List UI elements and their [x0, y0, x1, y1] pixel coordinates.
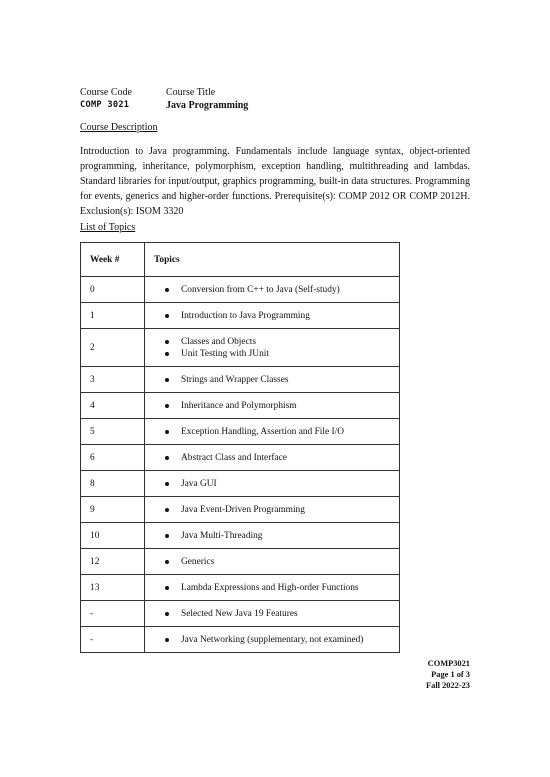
topics-table: [80, 242, 400, 653]
week-cell: 13: [81, 575, 145, 601]
topic-list: [154, 284, 399, 296]
topic-list: [154, 608, 399, 620]
week-cell: 1: [81, 303, 145, 329]
week-column-header: Week #: [81, 243, 145, 277]
topics-cell: [145, 367, 400, 393]
topic-list: [154, 556, 399, 568]
topic-item: Selected New Java 19 Features: [154, 608, 399, 620]
topics-cell: [145, 303, 400, 329]
topics-cell: [145, 549, 400, 575]
table-row: [81, 471, 400, 497]
table-row: [81, 329, 400, 367]
week-cell: 12: [81, 549, 145, 575]
topic-item: Inheritance and Polymorphism: [154, 400, 399, 412]
page-footer: [426, 658, 470, 691]
topic-item: Unit Testing with JUnit: [154, 348, 399, 360]
topic-item: Exception Handling, Assertion and File I/O: [154, 426, 399, 438]
topic-list: [154, 582, 399, 594]
topics-cell: [145, 601, 400, 627]
table-row: [81, 303, 400, 329]
topic-list: [154, 400, 399, 412]
week-cell: 10: [81, 523, 145, 549]
table-row: [81, 627, 400, 653]
week-cell: 4: [81, 393, 145, 419]
week-cell: 3: [81, 367, 145, 393]
table-row: [81, 497, 400, 523]
table-row: [81, 445, 400, 471]
topic-list: [154, 530, 399, 542]
topic-list: [154, 504, 399, 516]
course-description: Introduction to Java programming. Fundamentals include language syntax, object-oriented programming, inheritance, polymorphism, exception handling, multithreading and lambdas. Standard libraries for input/output, graphics programming, built-in data structures. Programming for events, generics and higher-order functions. Prerequisite(s): COMP 2012 OR COMP 2012H. Exclusion(s): ISOM 3320: [80, 146, 470, 217]
topic-item: Generics: [154, 556, 399, 568]
topics-cell: [145, 329, 400, 367]
topic-list: [154, 634, 399, 646]
week-cell: 5: [81, 419, 145, 445]
table-row: [81, 393, 400, 419]
topics-cell: [145, 575, 400, 601]
footer-page-number: Page 1 of 3: [431, 670, 470, 679]
topic-list: [154, 310, 399, 322]
table-row: [81, 549, 400, 575]
topic-item: Java Multi-Threading: [154, 530, 399, 542]
week-cell: 6: [81, 445, 145, 471]
table-row: [81, 523, 400, 549]
topic-item: Java Event-Driven Programming: [154, 504, 399, 516]
topic-item: Lambda Expressions and High-order Functions: [154, 582, 399, 594]
week-cell: -: [81, 601, 145, 627]
table-row: [81, 419, 400, 445]
topics-heading: List of Topics: [80, 222, 136, 233]
course-title: Java Programming: [166, 100, 249, 111]
topics-cell: [145, 445, 400, 471]
course-title-label: Course Title: [166, 87, 216, 98]
course-code: COMP 3021: [80, 100, 130, 110]
topic-list: [154, 336, 399, 360]
topic-item: Classes and Objects: [154, 336, 399, 348]
topics-cell: [145, 523, 400, 549]
topic-item: Introduction to Java Programming: [154, 310, 399, 322]
topics-cell: [145, 497, 400, 523]
topic-item: Abstract Class and Interface: [154, 452, 399, 464]
topic-list: [154, 374, 399, 386]
topics-cell: [145, 627, 400, 653]
topics-cell: [145, 277, 400, 303]
topic-item: Strings and Wrapper Classes: [154, 374, 399, 386]
topics-table-header: [81, 243, 400, 277]
description-heading: Course Description: [80, 122, 158, 133]
course-code-label: Course Code: [80, 87, 132, 98]
week-cell: 8: [81, 471, 145, 497]
topics-column-header: Topics: [145, 243, 400, 277]
topics-cell: [145, 419, 400, 445]
topic-list: [154, 452, 399, 464]
table-row: [81, 277, 400, 303]
week-cell: 0: [81, 277, 145, 303]
topics-cell: [145, 471, 400, 497]
topic-item: Java GUI: [154, 478, 399, 490]
topic-item: Java Networking (supplementary, not examined): [154, 634, 399, 646]
week-cell: 2: [81, 329, 145, 367]
footer-course: COMP3021: [427, 659, 470, 668]
table-row: [81, 575, 400, 601]
week-cell: -: [81, 627, 145, 653]
topic-list: [154, 426, 399, 438]
table-row: [81, 367, 400, 393]
table-row: [81, 601, 400, 627]
topic-list: [154, 478, 399, 490]
topic-item: Conversion from C++ to Java (Self-study): [154, 284, 399, 296]
topics-cell: [145, 393, 400, 419]
week-cell: 9: [81, 497, 145, 523]
footer-term: Fall 2022-23: [426, 681, 470, 690]
